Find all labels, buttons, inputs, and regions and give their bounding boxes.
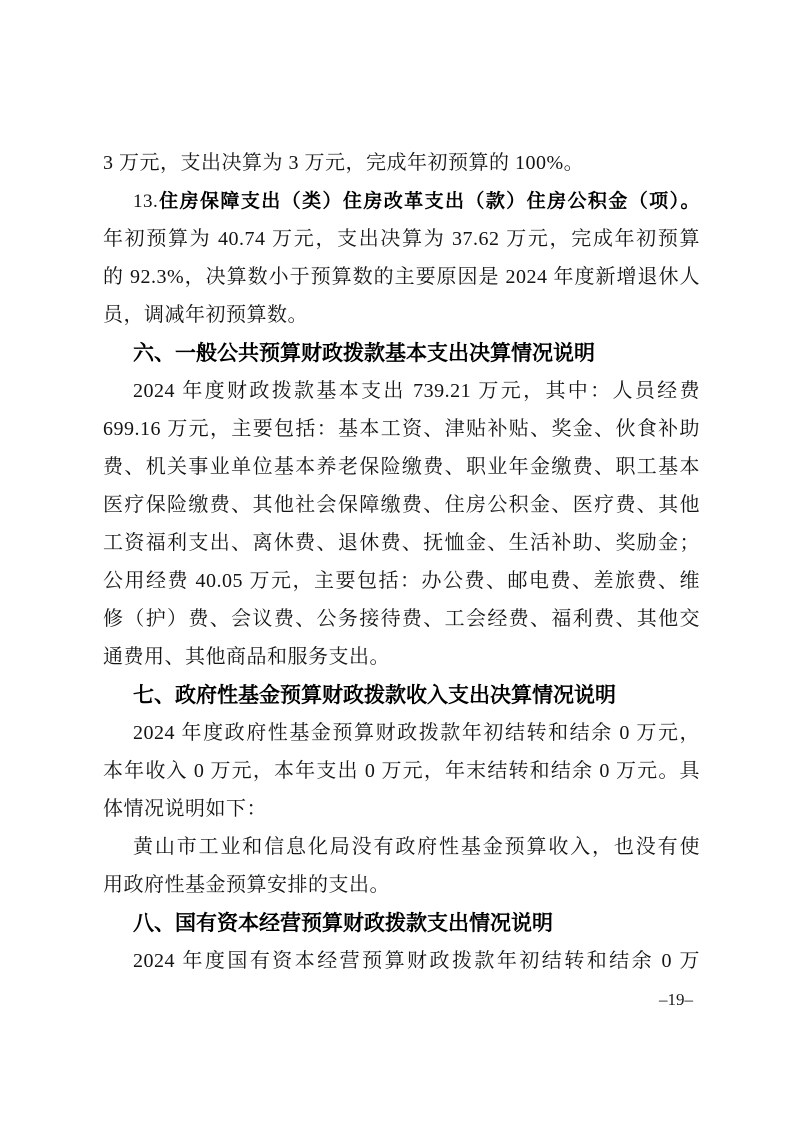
- item-13-heading-line: [103, 182, 700, 220]
- section-6-paragraph-line: 公用经费 40.05 万元，主要包括：办公费、邮电费、差旅费、维: [103, 570, 700, 592]
- section-7-heading: 七、政府性基金预算财政拨款收入支出决算情况说明: [133, 683, 616, 707]
- section-6-paragraph-line: 修（护）费、会议费、公务接待费、工会经费、福利费、其他交: [103, 608, 700, 630]
- section-6-paragraph-line: 费、机关事业单位基本养老保险缴费、职业年金缴费、职工基本: [103, 456, 700, 478]
- section-7-paragraph-line: 体情况说明如下：: [103, 798, 267, 820]
- item-13-title: 住房保障支出（类）住房改革支出（款）住房公积金（项）。: [158, 190, 700, 212]
- item-13-number: 13.: [133, 191, 159, 212]
- para-overflow-line: 3 万元，支出决算为 3 万元，完成年初预算的 100%。: [103, 152, 585, 174]
- section-6-paragraph-line: 通费用、其他商品和服务支出。: [103, 646, 390, 668]
- section-6-paragraph-line: 2024 年度财政拨款基本支出 739.21 万元，其中：人员经费: [133, 380, 700, 402]
- section-7-note-line: 黄山市工业和信息化局没有政府性基金预算收入，也没有使: [133, 836, 700, 858]
- section-6-heading: 六、一般公共预算财政拨款基本支出决算情况说明: [133, 341, 595, 365]
- section-7-paragraph-line: 本年收入 0 万元，本年支出 0 万元，年末结转和结余 0 万元。具: [103, 760, 700, 782]
- item-13-detail-line: 员，调减年初预算数。: [103, 304, 308, 326]
- section-7-paragraph-line: 2024 年度政府性基金预算财政拨款年初结转和结余 0 万元，: [133, 722, 700, 744]
- document-body: [103, 144, 700, 980]
- section-6-paragraph-line: 699.16 万元，主要包括：基本工资、津贴补贴、奖金、伙食补助: [103, 418, 700, 440]
- page-number: –19–: [659, 990, 693, 1009]
- item-13-detail-line: 年初预算为 40.74 万元，支出决算为 37.62 万元，完成年初预算: [103, 228, 700, 250]
- section-8-paragraph-line: 2024 年度国有资本经营预算财政拨款年初结转和结余 0 万: [133, 950, 700, 972]
- section-7-note-line: 用政府性基金预算安排的支出。: [103, 874, 390, 896]
- section-6-paragraph-line: 工资福利支出、离休费、退休费、抚恤金、生活补助、奖励金；: [103, 532, 700, 554]
- item-13-detail-line: 的 92.3%，决算数小于预算数的主要原因是 2024 年度新增退休人: [103, 266, 700, 288]
- section-6-paragraph-line: 医疗保险缴费、其他社会保障缴费、住房公积金、医疗费、其他: [103, 494, 700, 516]
- section-8-heading: 八、国有资本经营预算财政拨款支出情况说明: [133, 911, 553, 935]
